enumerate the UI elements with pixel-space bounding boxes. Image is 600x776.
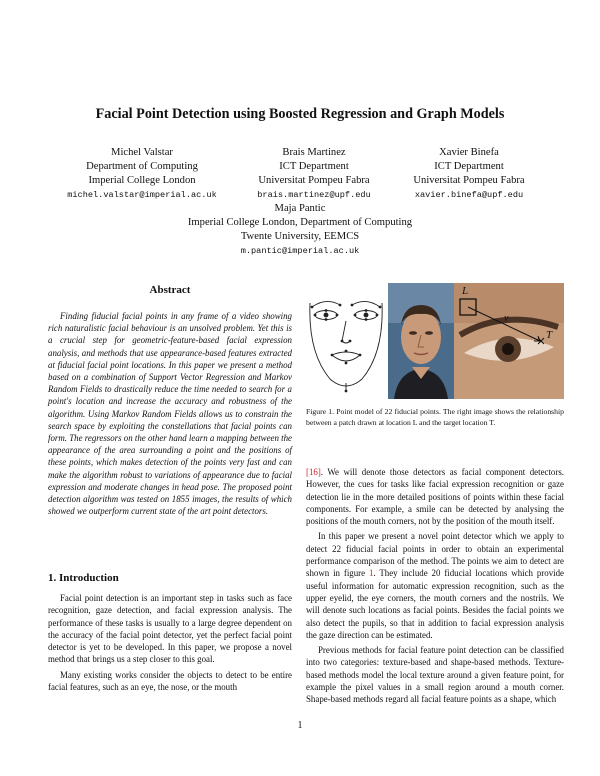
- author-block: [234, 146, 394, 202]
- author-name: Maja Pantic: [274, 203, 326, 214]
- figure-label-L: L: [462, 285, 469, 297]
- author-affiliation: Twente University, EEMCS: [240, 231, 360, 242]
- author-affiliation: Imperial College London: [88, 175, 196, 186]
- author-email: brais.martinez@upf.edu: [257, 190, 371, 200]
- paragraph: [16]. We will denote those detectors as facial component detectors. However, the cues for tasks like facial expression recognition or gaze detection lie in the more detailed positions of points within these facial components. For example, a smile can be detected by analysing the positions of the mouth corners, not by the position of the mouth itself.: [306, 467, 564, 527]
- author-block: [52, 146, 232, 202]
- face-photo: [388, 283, 454, 399]
- eye-patch-figure: [454, 283, 564, 399]
- author-block: [100, 202, 500, 258]
- paper-title: Facial Point Detection using Boosted Regression and Graph Models: [95, 106, 505, 122]
- introduction-body: [48, 592, 292, 696]
- figure-label-T: T: [546, 329, 553, 341]
- abstract-heading: Abstract: [149, 284, 191, 296]
- introduction-heading: 1. Introduction: [48, 572, 119, 584]
- author-block: [384, 146, 554, 202]
- paragraph: In this paper we present a novel point detector which we apply to detect 22 fiducial facial points in order to obtain an experimental performance comparison of the method. The points we aim to detect are shown in figure 1. They include 20 fiducial locations which provide useful information for automatic expression recognition, such as the upper eyelid, the eye corners, the mouth corners and the nostrils. We will denote such locations as facial points. Besides the facial points we also detect the pupils, so that in addition to facial expression analysis the gaze direction can be estimated.: [306, 531, 564, 640]
- paragraph: Facial point detection is an important step in tasks such as face recognition, gaze detection, and facial expression analysis. The performance of these tasks is usually to a large degree dependent on the accuracy of the facial point detector, yet the perfect facial point detector is yet to be developed. In this paper, we propose a novel method that brings us a step closer to this goal.: [48, 593, 292, 665]
- author-email: michel.valstar@imperial.ac.uk: [67, 190, 217, 200]
- author-affiliation: Universitat Pompeu Fabra: [258, 175, 370, 186]
- paragraph: Previous methods for facial feature point detection can be classified into two categories: texture-based and shape-based methods. Texture-based methods model the local texture around a given feature point, for example the pixel values in a small region around a mouth corner. Shape-based methods regard all facial feature points as a shape, which: [306, 645, 564, 705]
- author-affiliation: Imperial College London, Department of Computing: [187, 217, 413, 228]
- author-affiliation: Department of Computing: [86, 161, 198, 172]
- author-name: Xavier Binefa: [439, 147, 499, 158]
- figure-label-v: v: [504, 313, 509, 324]
- author-name: Brais Martinez: [282, 147, 346, 158]
- author-name: Michel Valstar: [111, 147, 173, 158]
- author-affiliation: ICT Department: [434, 161, 504, 172]
- figure-caption: Figure 1. Point model of 22 fiducial points. The right image shows the relationship between a patch drawn at location L and the target location T.: [306, 407, 564, 427]
- citation-link[interactable]: [16]: [306, 467, 321, 477]
- right-column-body: [306, 466, 564, 709]
- figure-reference-link[interactable]: 1: [368, 568, 374, 579]
- author-affiliation: Universitat Pompeu Fabra: [413, 175, 525, 186]
- paragraph: Many existing works consider the objects to detect to be entire facial features, such as an eye, the nose, or the mouth: [48, 669, 292, 693]
- page-number: 1: [297, 720, 303, 731]
- author-affiliation: ICT Department: [279, 161, 349, 172]
- author-email: m.pantic@imperial.ac.uk: [240, 246, 360, 256]
- abstract-text: Finding fiducial facial points in any frame of a video showing rich naturalistic facial behaviour is an unsolved problem. Yet this is a crucial step for geometric-feature-based facial expression analysis, and methods that use appearance-based features extracted at fiducial facial point locations. In this paper we present a method based on a combination of Support Vector Regression and Markov Random Fields to drastically reduce the time needed to search for a point's location and increase the accuracy and robustness of the algorithm. Using Markov Random Fields allows us to constrain the search space by exploiting the constellations that facial points can form. The regressors on the other hand learn a mapping between the appearance of the area surrounding a point and the positions of these points, which makes detection of the points very fast and can make the algorithm robust to variations of appearance due to facial expression and moderate changes in head pose. The proposed point detection algorithm was tested on 1855 images, the results of which showed we outperform current state of the art point detectors.: [48, 311, 292, 517]
- face-point-model-figure: [304, 283, 388, 399]
- author-email: xavier.binefa@upf.edu: [414, 190, 524, 200]
